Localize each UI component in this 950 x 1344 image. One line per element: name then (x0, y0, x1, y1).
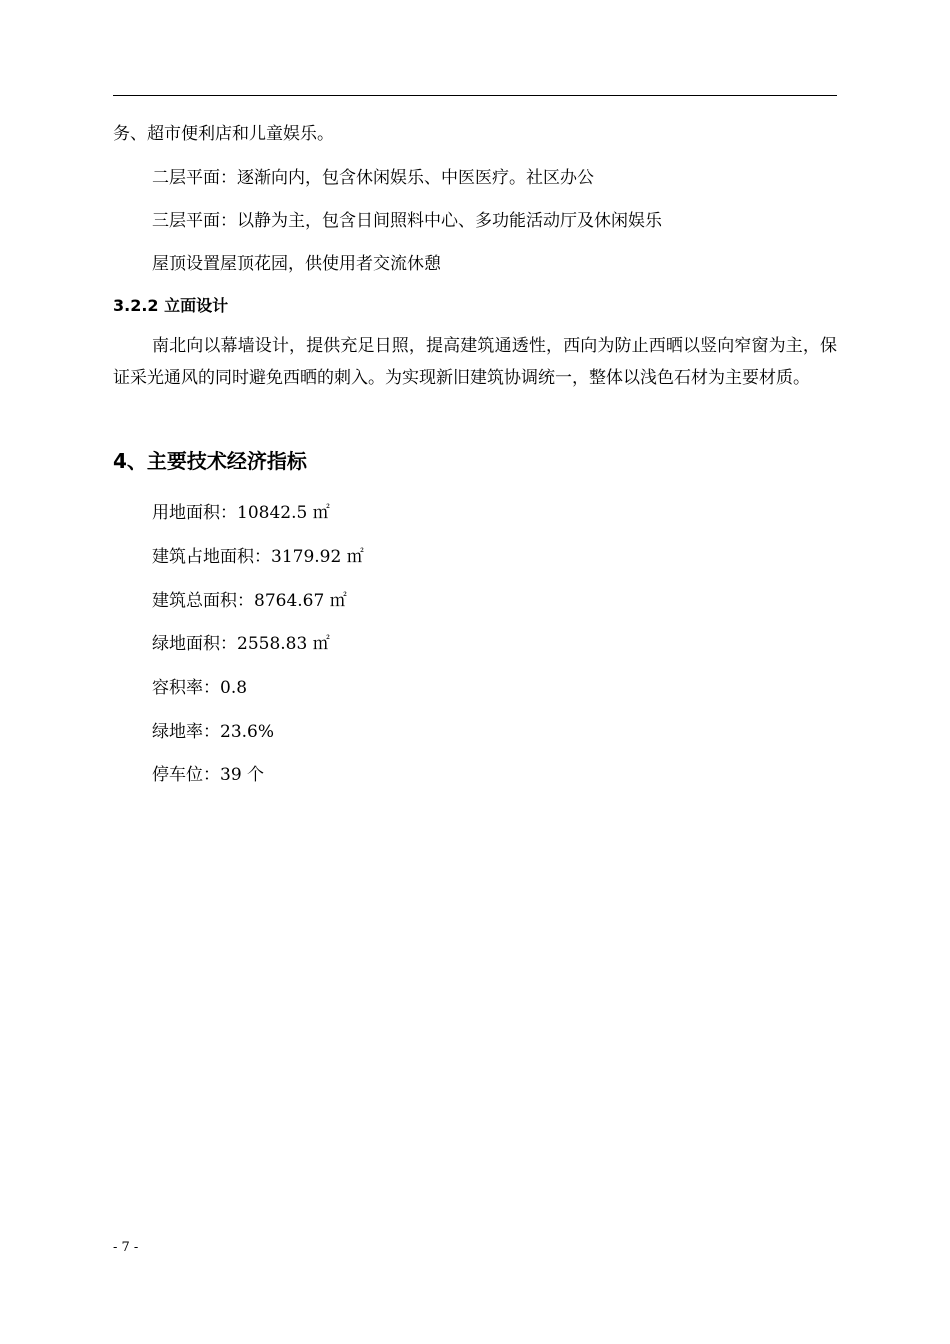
indicator-green-area: 绿地面积：2558.83 ㎡ (152, 634, 330, 654)
indicator-total-floor-area: 建筑总面积：8764.67 ㎡ (152, 591, 347, 611)
indicator-site-area: 用地面积：10842.5 ㎡ (152, 503, 330, 523)
indicator-parking: 停车位：39 个 (152, 765, 265, 785)
indicator-plot-ratio: 容积率：0.8 (152, 678, 248, 698)
section-heading-3-2-2: 3.2.2 立面设计 (113, 296, 229, 315)
continuation-line: 务、超市便利店和儿童娱乐。 (113, 124, 334, 144)
facade-paragraph: 南北向以幕墙设计，提供充足日照，提高建筑通透性，西向为防止西晒以竖向窄窗为主，保证采光通风的同时避免西晒的刺入。为实现新旧建筑协调统一，整体以浅色石材为主要材质。 (113, 336, 837, 388)
floor3-description: 三层平面：以静为主，包含日间照料中心、多功能活动厅及休闲娱乐 (152, 211, 662, 231)
header-rule (113, 95, 837, 96)
floor2-description: 二层平面：逐渐向内，包含休闲娱乐、中医医疗。社区办公 (152, 168, 594, 188)
roof-description: 屋顶设置屋顶花园，供使用者交流休憩 (152, 254, 441, 274)
indicator-building-footprint: 建筑占地面积：3179.92 ㎡ (152, 547, 364, 567)
section-heading-4: 4、主要技术经济指标 (113, 449, 307, 473)
page-number: - 7 - (113, 1240, 139, 1255)
indicator-green-ratio: 绿地率：23.6% (152, 722, 275, 742)
